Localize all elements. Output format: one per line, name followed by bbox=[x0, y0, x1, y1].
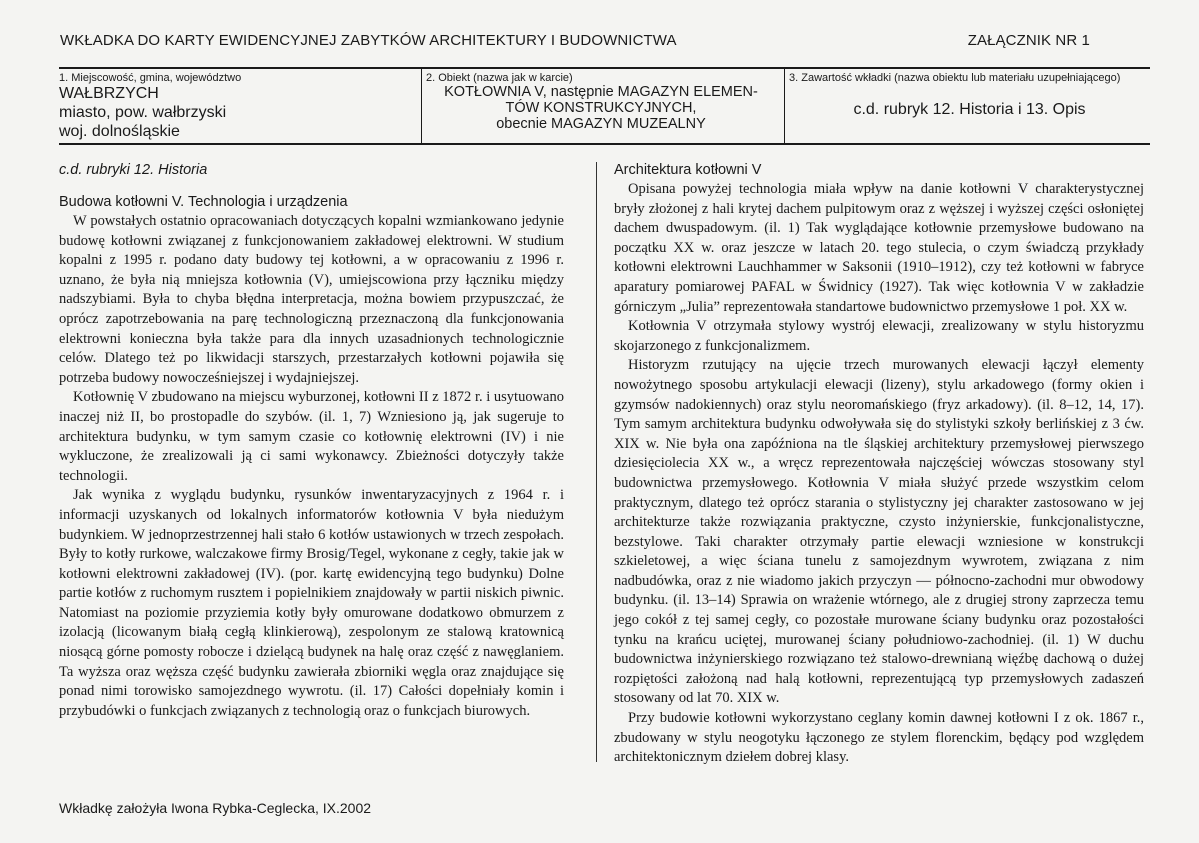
right-column bbox=[614, 160, 1144, 768]
continuation-heading: c.d. rubryki 12. Historia bbox=[59, 162, 208, 178]
paragraph: W powstałych ostatnio opracowaniach dotyczących kopalni wzmiankowano jedynie budowę kotłowni związanej z funkcjonowaniem zakładowej elektrowni. W studium kopalni z 1995 r. podano daty budowy tej kotłowni, a w opracowaniu z 1996 r. uznano, że była nią mniejsza kotłownia (V), umiejscowiona przy łączniku między nadszybiami. Była to chyba błędna interpretacja, można bowiem przypuszczać, że oprócz zapotrzebowania na parę technologiczną przeznaczoną dla funkcjonowania elektrowni konieczna była także para dla innych uzasadnionych technologicznie celów. Dlatego też po likwidacji starszych, przestarzałych kotłowni pojawiła się potrzeba budowy nowocześniejszej i wydajniejszej. bbox=[59, 213, 564, 386]
location-label: 1. Miejscowość, gmina, województwo bbox=[59, 72, 242, 84]
object-name-line1: KOTŁOWNIA V, następnie MAGAZYN ELEMEN- bbox=[444, 84, 758, 100]
paragraph: Jak wynika z wyglądu budynku, rysunków inwentaryzacyjnych z 1964 r. i informacji uzyskanych od lokalnych informatorów kotłownia V była niedużym budynkiem. W jednoprzestrzennej hali stało 6 kotłów ustawionych w trzech zespołach. Były to kotły rurkowe, walczakowe firmy Brosig/Tegel, wykonane z cegły, takie jak w kotłowni elektrowni zakładowej (IV). (por. kartę ewidencyjną tego budynku) Dolne partie kotłów z ruchomym rusztem i popielnikiem znajdowały w partii niskich piwnic. Natomiast na poziomie przyziemia kotły były omurowane dodatkowo obmurzem z izolacją (licowanym białą cegłą klinkierową), zespolonym ze stalową kratownicą niosącą górne pomosty robocze i dzielącą budynek na halę oraz część z nawęglaniem. Ta wyższa oraz węższa część budynku zawierała zbiorniki węgla oraz znajdujące się ponad nimi torowisko samojezdnego wywrotu. (il. 17) Całości dopełniały komin i przybudówki o funkcjach związanych z technologią oraz o funkcjach biurowych. bbox=[59, 487, 564, 719]
object-label: 2. Obiekt (nazwa jak w karcie) bbox=[426, 72, 573, 84]
contents-label: 3. Zawartość wkładki (nazwa obiektu lub materiału uzupełniającego) bbox=[789, 72, 1121, 84]
paragraph: Historyzm rzutujący na ujęcie trzech murowanych elewacji łączył elementy nowożytnego sposobu artykulacji elewacji (lizeny), stylu arkadowego (formy okien i gzymsów nadokiennych) oraz stylu neoromańskiego (fryz arkadowy). (il. 8–12, 14, 17). Tym samym architektura budynku odwoływała się do stylistyki szkoły berlińskiej z 3 ćw. XIX w. Nie była ona zapóźniona na tle śląskiej architektury przemysłowej pierwszego dziesięciolecia XX w., a wręcz reprezentowała najczęściej wówczas stosowany styl budownictwa przemysłowego. Kotłownia V miała służyć przede wszystkim celom praktycznym, dlatego też oprócz starania o stylistyczny jej charakter zastosowano w jej architekturze także rozwiązania praktyczne, czysto inżynierskie, funkcjonalistyczne, bezstylowe. Taki charakter otrzymały partie elewacji wzniesione w konstrukcji szkieletowej, a więc ściana tunelu z samojezdnym wywrotem, związana z nim nadbudówka, oraz z nie wiadomo jakich przyczyn — północno-zachodni mur obwodowy budynku. (il. 13–14) Sprawia on wrażenie wtórnego, ale z drugiej strony zaprzecza temu jego cokół z tej samej cegły, co pozostałe murowane ściany budynku oraz pozostałości tynku na krańcu uciętej, murowanej ściany południowo-zachodniej. (il. 1) W duchu budownictwa inżynierskiego rozwiązano też stalowo-drewnianą więźbę dachową o dużej rozpiętości założoną nad halą kotłowni, reprezentującą typ przemysłowych zadaszeń stosowany od lat 70. XIX w. bbox=[614, 357, 1144, 707]
location-field bbox=[59, 69, 421, 143]
section-heading-architecture: Architektura kotłowni V bbox=[614, 162, 762, 178]
location-county: miasto, pow. wałbrzyski bbox=[59, 104, 227, 121]
footer-author: Wkładkę założyła Iwona Rybka-Ceglecka, IX.2002 bbox=[59, 800, 372, 816]
paragraph: Przy budowie kotłowni wykorzystano ceglany komin dawnej kotłowni I z ok. 1867 r., zbudowany w stylu neogotyku łączonego ze stylem florenckim, będący pod względem architektonicznym dziełem dobrej klasy. bbox=[614, 710, 1144, 766]
column-divider bbox=[596, 162, 597, 762]
section-heading-boiler-construction: Budowa kotłowni V. Technologia i urządzenia bbox=[59, 194, 348, 210]
contents-field bbox=[785, 69, 1150, 143]
location-city: WAŁBRZYCH bbox=[59, 85, 159, 102]
location-voivodeship: woj. dolnośląskie bbox=[59, 123, 180, 140]
document-title: WKŁADKA DO KARTY EWIDENCYJNEJ ZABYTKÓW ARCHITEKTURY I BUDOWNICTWA bbox=[60, 32, 677, 49]
object-field bbox=[421, 69, 785, 143]
paragraph: Kotłownia V otrzymała stylowy wystrój elewacji, zrealizowany w stylu historyzmu skojarzonego z funkcjonalizmem. bbox=[614, 318, 1144, 354]
object-name-line2: TÓW KONSTRUKCYJNYCH, bbox=[505, 100, 697, 116]
paragraph: Opisana powyżej technologia miała wpływ na danie kotłowni V charakterystycznej bryły złożonej z hali krytej dachem pulpitowym oraz z węższej i wyższej części osłoniętej dachem dwuspadowym. (il. 1) Tak wyglądające kotłownie przemysłowe budowano na początku XX w. oraz jeszcze w latach 20. tego stulecia, o czym świadczą przykłady kotłowni elektrowni Lauchhammer w Saksonii (1910–1912), czy też kotłowni w fabryce aparatury pomiarowej PAFAL w Świdnicy (1927). Tak więc kotłownia V w zakładzie górniczym „Julia” reprezentowała standartowe budownictwo przemysłowe 1 poł. XX w. bbox=[614, 181, 1144, 315]
left-column bbox=[59, 160, 564, 721]
header-fields-box bbox=[59, 67, 1150, 145]
annex-label: ZAŁĄCZNIK NR 1 bbox=[967, 32, 1090, 49]
object-name-line3: obecnie MAGAZYN MUZEALNY bbox=[496, 116, 706, 132]
paragraph: Kotłownię V zbudowano na miejscu wyburzonej, kotłowni II z 1872 r. i usytuowano inaczej niż II, bo prostopadle do szybów. (il. 1, 7) Wzniesiono ją, jak sugeruje to architektura budynku, w tym samym czasie co kotłownię elektrowni (IV) i nie wykluczone, że zrealizowali ją ci sami wykonawcy. Zbieżności dotyczyły także technologii. bbox=[59, 389, 564, 484]
contents-value: c.d. rubryk 12. Historia i 13. Opis bbox=[853, 101, 1086, 118]
page-header bbox=[60, 32, 1090, 54]
